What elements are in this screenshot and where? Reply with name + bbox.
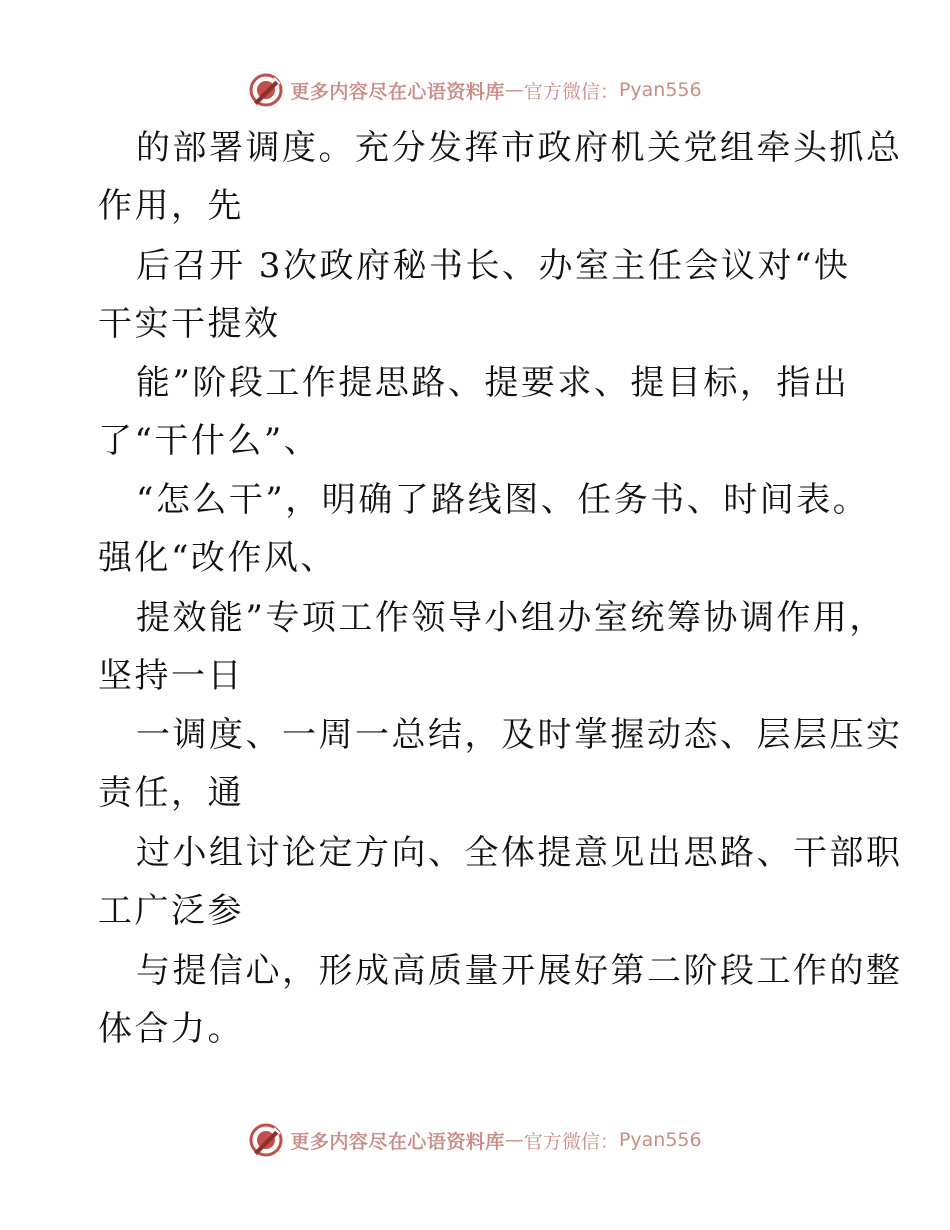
footer-wechat-id: Pyan556 <box>618 1129 702 1151</box>
body-line: 与提信心，形成高质量开展好第二阶段工作的整 <box>136 951 903 991</box>
body-line: 责任，通 <box>98 773 244 813</box>
footer-wechat-label: 官方微信： <box>523 1130 619 1153</box>
header-wechat-id: Pyan556 <box>618 79 702 101</box>
body-line: 能”阶段工作提思路、提要求、提目标，指出 <box>136 363 850 403</box>
body-line: 体合力。 <box>98 1009 244 1049</box>
body-line: 干实干提效 <box>98 304 281 344</box>
body-line: 过小组讨论定方向、全体提意见出思路、干部职 <box>136 833 903 873</box>
body-line: 提效能”专项工作领导小组办室统筹协调作用， <box>136 598 886 638</box>
body-line: 后召开 3次政府秘书长、办室主任会议对“快 <box>136 246 851 286</box>
body-line: 的部署调度。充分发挥市政府机关党组牵头抓总 <box>136 128 903 168</box>
pen-seal-logo-icon <box>248 1122 284 1158</box>
body-line: “怎么干”，明确了路线图、任务书、时间表。 <box>136 480 870 520</box>
body-line: 强化“改作风、 <box>98 538 337 578</box>
body-line: 作用，先 <box>98 186 244 226</box>
body-line: 工广泛参 <box>98 891 244 931</box>
pen-seal-logo-icon <box>248 72 284 108</box>
body-line: 一调度、一周一总结，及时掌握动态、层层压实 <box>136 715 903 755</box>
body-line: 了“干什么”、 <box>98 421 321 461</box>
footer-brand: 更多内容尽在心语资料库 <box>290 1130 505 1153</box>
body-line: 坚持一日 <box>98 656 244 696</box>
header-wechat-label: 官方微信： <box>523 80 619 103</box>
header-brand: 更多内容尽在心语资料库 <box>290 80 505 103</box>
header-watermark <box>0 70 950 110</box>
footer-watermark <box>0 1120 950 1160</box>
footer-dash: — <box>504 1129 524 1151</box>
header-dash: — <box>504 79 524 101</box>
